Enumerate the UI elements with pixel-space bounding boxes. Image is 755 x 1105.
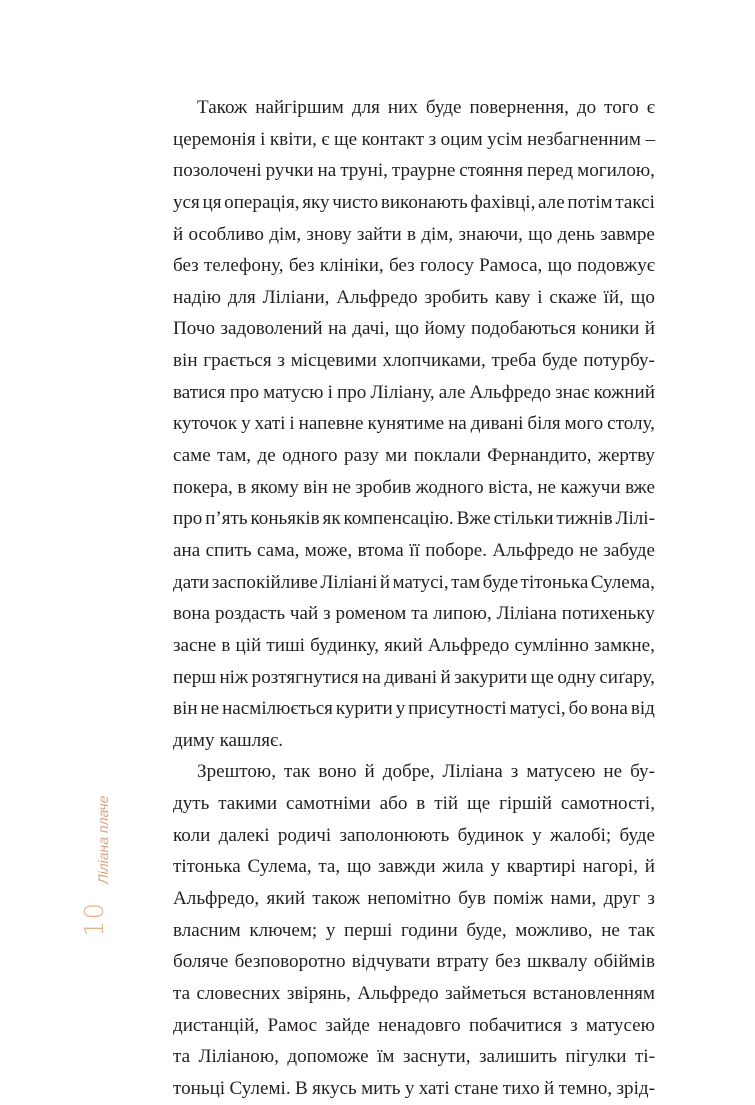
text-line: перш ніж розтягнутися на дивані й закурити ще одну сиґару, xyxy=(173,666,655,688)
text-line: церемонія і квіти, є ще контакт з оцим усім незбагненним – xyxy=(173,128,655,150)
text-line: дати заспокійливе Ліліані й матусі, там буде тітонька Сулема, xyxy=(173,571,655,593)
text-line: саме там, де одного разу ми поклали Фернандито, жертву xyxy=(173,445,655,467)
text-line: покера, в якому він не зробив жодного віста, не кажучи вже xyxy=(173,476,655,498)
running-title-text: Ліліана плаче xyxy=(95,795,111,884)
text-line: куточок у хаті і напевне кунятиме на дивані біля мого столу, xyxy=(173,413,655,435)
text-line: тоньці Сулемі. В якусь мить у хаті стане тихо й темно, зрід- xyxy=(173,1077,655,1099)
text-line: він не насмілюється курити у присутності матусі, бо вона від xyxy=(173,698,655,720)
text-line: Зрештою, так воно й добре, Ліліана з матусею не бу- xyxy=(197,761,655,783)
text-line: диму кашляє. xyxy=(173,729,284,751)
text-line: надію для Ліліани, Альфредо зробить каву і скаже їй, що xyxy=(173,286,655,308)
text-line: ана спить сама, може, втома її поборе. Альфредо не забуде xyxy=(173,539,655,561)
text-line: він грається з місцевими хлопчиками, треба буде потурбу- xyxy=(173,350,655,372)
text-line: дистанцій, Рамос зайде ненадовго побачитися з матусею xyxy=(173,1014,655,1036)
text-line: засне в цій тиші будинку, який Альфредо сумлінно замкне, xyxy=(173,634,655,656)
text-line: боляче безповоротно відчувати втрату без шквалу обіймів xyxy=(173,951,655,973)
text-line: дуть такими самотніми або в тій ще гіршій самотності, xyxy=(173,793,655,815)
text-line: позолочені ручки на труні, траурне стояння перед могилою, xyxy=(173,160,655,182)
text-line: ватися про матусю і про Ліліану, але Альфредо знає кожний xyxy=(173,381,655,403)
text-line: та словесних звірянь, Альфредо займеться встановленням xyxy=(173,982,655,1004)
text-line: без телефону, без клініки, без голосу Рамоса, що подовжує xyxy=(173,255,655,277)
text-line: та Ліліаною, допоможе їм заснути, залишить пігулки ті- xyxy=(173,1046,655,1068)
text-line: Також найгіршим для них буде повернення, до того є xyxy=(197,97,655,118)
text-line: коли далекі родичі заполонюють будинок у жалобі; буде xyxy=(173,824,655,846)
text-line: уся ця операція, яку чисто виконають фахівці, але потім таксі xyxy=(173,191,655,213)
text-line: про п’ять коньяків як компенсацію. Вже стільки тижнів Лілі- xyxy=(173,508,655,530)
text-line: тітонька Сулема, та, що завжди жила у квартирі нагорі, й xyxy=(173,856,655,878)
text-line: вона роздасть чай з роменом та липою, Ліліана потихеньку xyxy=(173,603,655,625)
text-line: Альфредо, який також непомітно був поміж нами, друг з xyxy=(173,888,655,910)
text-line: власним ключем; у перші години буде, можливо, не так xyxy=(173,919,655,941)
body-text xyxy=(173,92,655,1105)
page-number: 10 xyxy=(80,901,110,937)
text-line: Почо задоволений на дачі, що йому подобаються коники й xyxy=(173,318,655,340)
text-line: й особливо дім, знову зайти в дім, знаючи, що день завмре xyxy=(173,223,655,245)
